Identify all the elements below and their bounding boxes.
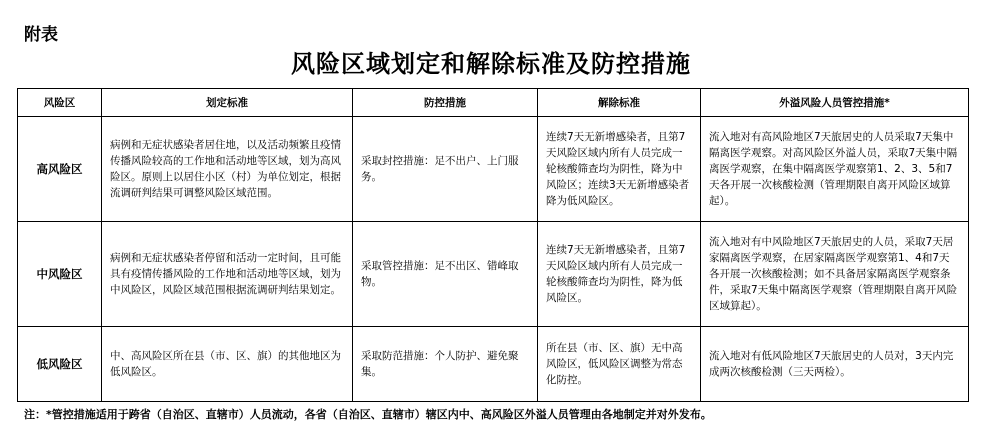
appendix-label: 附表 [24,25,58,45]
header-release: 解除标准 [538,89,701,117]
risk-level-cell: 低风险区 [18,327,102,402]
criteria-cell: 中、高风险区所在县（市、区、旗）的其他地区为低风险区。 [102,327,353,402]
header-criteria: 划定标准 [102,89,353,117]
footnote: 注：*管控措施适用于跨省（自治区、直辖市）人员流动，各省（自治区、直辖市）辖区内中、高风险区外溢人员管理由各地制定并对外发布。 [24,408,712,421]
risk-level-cell: 中风险区 [18,222,102,327]
risk-area-table [17,88,969,402]
measures-cell: 采取封控措施：足不出户、上门服务。 [353,117,538,222]
spillover-cell: 流入地对有中风险地区7天旅居史的人员，采取7天居家隔离医学观察，在居家隔离医学观察第1、4和7天各开展一次核酸检测；如不具备居家隔离医学观察条件，采取7天集中隔离医学观察（管理期限自离开风险区域算起）。 [701,222,969,327]
table-row-high-risk [18,117,969,222]
header-risk-area: 风险区 [18,89,102,117]
table-header-row [18,89,969,117]
release-cell: 所在县（市、区、旗）无中高风险区，低风险区调整为常态化防控。 [538,327,701,402]
header-spillover: 外溢风险人员管控措施* [701,89,969,117]
risk-level-cell: 高风险区 [18,117,102,222]
measures-cell: 采取管控措施：足不出区、错峰取物。 [353,222,538,327]
criteria-cell: 病例和无症状感染者居住地，以及活动频繁且疫情传播风险较高的工作地和活动地等区域，划为高风险区。原则上以居住小区（村）为单位划定，根据流调研判结果可调整风险区域范围。 [102,117,353,222]
spillover-cell: 流入地对有低风险地区7天旅居史的人员对，3天内完成两次核酸检测（三天两检）。 [701,327,969,402]
table-row-medium-risk [18,222,969,327]
spillover-cell: 流入地对有高风险地区7天旅居史的人员采取7天集中隔离医学观察。对高风险区外溢人员，采取7天集中隔离医学观察，在集中隔离医学观察第1、2、3、5和7天各开展一次核酸检测（管理期限自离开风险区域算起）。 [701,117,969,222]
header-measures: 防控措施 [353,89,538,117]
release-cell: 连续7天无新增感染者，且第7天风险区域内所有人员完成一轮核酸筛查均为阴性，降为中风险区；连续3天无新增感染者降为低风险区。 [538,117,701,222]
measures-cell: 采取防范措施：个人防护、避免聚集。 [353,327,538,402]
release-cell: 连续7天无新增感染者，且第7天风险区域内所有人员完成一轮核酸筛查均为阴性，降为低风险区。 [538,222,701,327]
criteria-cell: 病例和无症状感染者停留和活动一定时间，且可能具有疫情传播风险的工作地和活动地等区域，划为中风险区，风险区域范围根据流调研判结果划定。 [102,222,353,327]
page-title: 风险区域划定和解除标准及防控措施 [291,50,691,78]
table-row-low-risk [18,327,969,402]
